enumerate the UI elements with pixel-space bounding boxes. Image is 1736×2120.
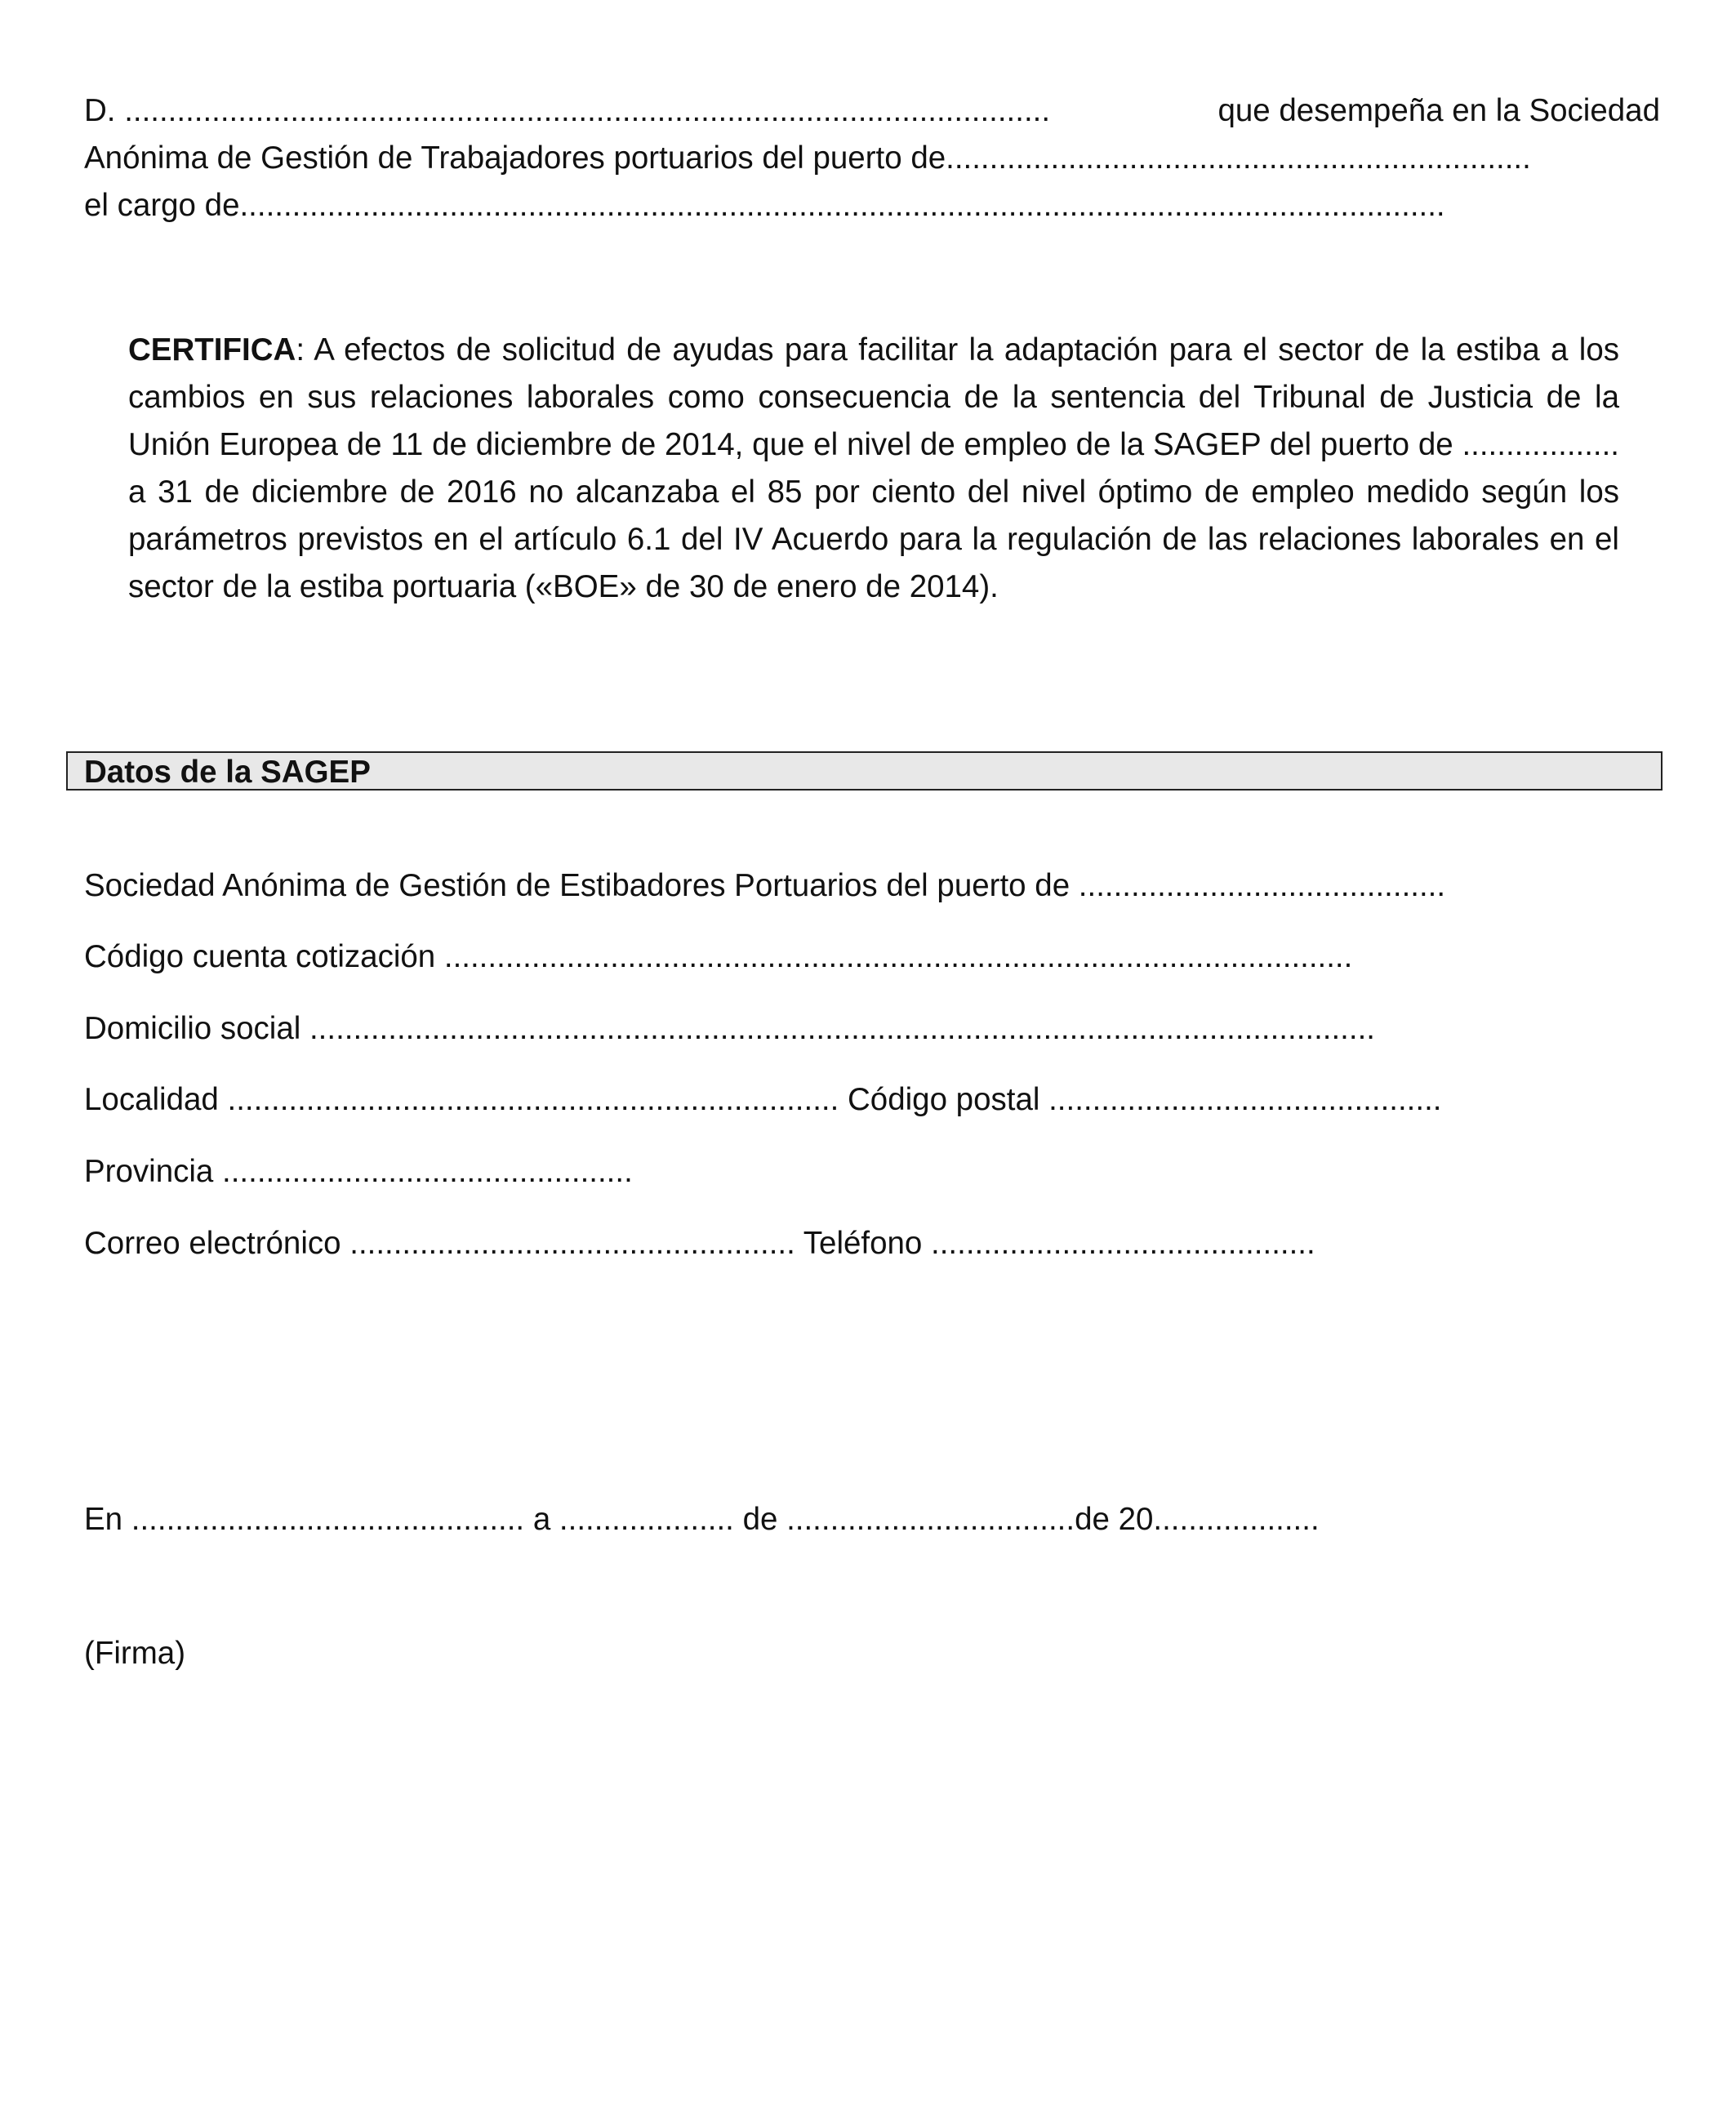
certifica-label: CERTIFICA — [128, 332, 296, 367]
intro-line-1-left: D. .......................................................................................................... — [84, 93, 1051, 128]
field-correo-telefono: Correo electrónico ................................................... Teléfono ............................................ — [84, 1226, 1315, 1261]
field-codigo-cuenta: Código cuenta cotización ........................................................................................................ — [84, 939, 1353, 974]
field-localidad-postal: Localidad ...................................................................... Código postal ............................................. — [84, 1082, 1442, 1117]
certification-paragraph — [128, 327, 1619, 611]
section-title: Datos de la SAGEP — [84, 755, 371, 790]
intro-line-2: Anónima de Gestión de Trabajadores portuarios del puerto de................................................................... — [84, 140, 1531, 176]
section-header — [66, 751, 1663, 791]
field-domicilio: Domicilio social .......................................................................................................................... — [84, 1011, 1375, 1046]
field-provincia: Provincia ............................................... — [84, 1154, 633, 1189]
certifica-text: : A efectos de solicitud de ayudas para facilitar la adaptación para el sector de la estiba a los cambios en sus relaciones laborales como consecuencia de la sentencia del Tribunal de Justicia de la Unión Europea de 11 de diciembre de 2014, que el nivel de empleo de la SAGEP del puerto de .................. a 31 de diciembre de 2016 no alcanzaba el 85 por ciento del nivel óptimo de empleo medido según los parámetros previstos en el artículo 6.1 del IV Acuerdo para la regulación de las relaciones laborales en el sector de la estiba portuaria («BOE» de 30 de enero de 2014). — [128, 332, 1619, 604]
intro-line-3: el cargo de.......................................................................................................................................... — [84, 188, 1445, 223]
place-date-line: En ............................................. a .................... de .................................de 20................... — [84, 1502, 1320, 1537]
field-sociedad: Sociedad Anónima de Gestión de Estibadores Portuarios del puerto de .......................................... — [84, 868, 1446, 903]
signature-label: (Firma) — [84, 1636, 186, 1671]
intro-line-1 — [84, 93, 1660, 128]
intro-line-1-right: que desempeña en la Sociedad — [1217, 93, 1660, 128]
